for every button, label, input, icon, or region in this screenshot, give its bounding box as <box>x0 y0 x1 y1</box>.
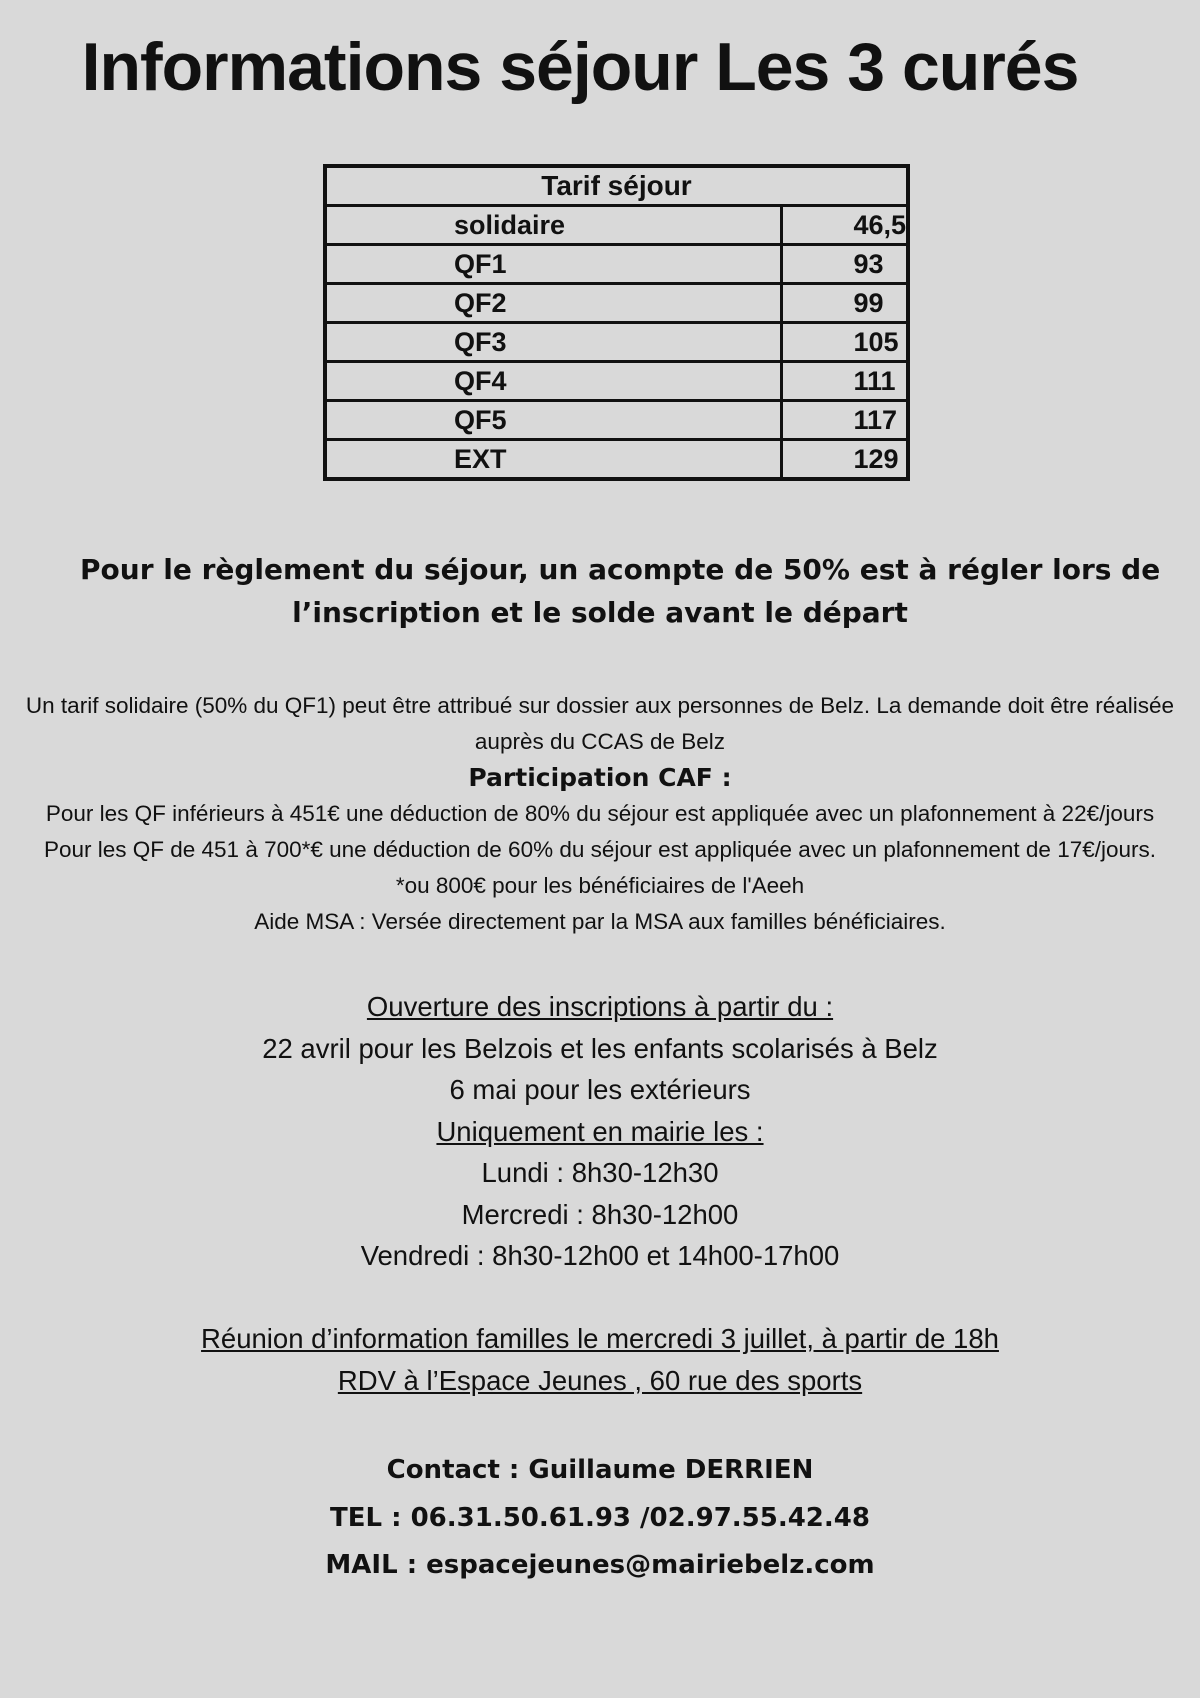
inscriptions-date: 22 avril pour les Belzois et les enfants scolarisés à Belz <box>262 1032 938 1064</box>
row-value: 129 <box>782 440 908 480</box>
table-header: Tarif séjour <box>325 166 908 206</box>
caf-note: *ou 800€ pour les bénéficiaires de l'Aeeh <box>395 873 805 898</box>
row-value: 111 <box>782 362 908 401</box>
contact-section <box>0 1447 1200 1590</box>
row-label: EXT <box>325 440 782 480</box>
table-row <box>325 440 908 480</box>
row-value: 99 <box>782 284 908 323</box>
meeting-line: Réunion d’information familles le mercredi 3 juillet, à partir de 18h <box>201 1323 999 1354</box>
table-row <box>325 245 908 284</box>
caf-text: Pour les QF de 451 à 700*€ une déduction de 60% du séjour est appliquée avec un plafonnement de 17€/jours. <box>43 837 1157 862</box>
opening-hours: Lundi : 8h30-12h30 <box>481 1157 719 1188</box>
table-header-row <box>325 166 908 206</box>
inscriptions-where: Uniquement en mairie les : <box>436 1115 764 1147</box>
tarif-table <box>323 164 910 481</box>
row-value: 46,5 <box>782 206 908 245</box>
caf-heading: Participation CAF : <box>468 763 732 792</box>
opening-hours: Mercredi : 8h30-12h00 <box>461 1198 739 1230</box>
contact-phone: TEL : 06.31.50.61.93 /02.97.55.42.48 <box>330 1502 870 1533</box>
payment-line: Pour le règlement du séjour, un acompte de 50% est à régler lors de <box>80 553 1161 586</box>
table-row <box>325 401 908 440</box>
solidaire-text: auprès du CCAS de Belz <box>474 729 726 754</box>
table-row <box>325 323 908 362</box>
meeting-location: RDV à l’Espace Jeunes , 60 rue des sports <box>337 1365 863 1396</box>
table-row <box>325 362 908 401</box>
meeting-section <box>0 1318 1200 1402</box>
contact-name: Contact : Guillaume DERRIEN <box>386 1455 814 1485</box>
row-value: 93 <box>782 245 908 284</box>
inscriptions-section <box>0 986 1200 1277</box>
row-label: solidaire <box>325 206 782 245</box>
table-row <box>325 206 908 245</box>
payment-line: l’inscription et le solde avant le départ <box>292 596 908 629</box>
caf-text: Pour les QF inférieurs à 451€ une déduction de 80% du séjour est appliquée avec un plafonnement à 22€/jours <box>45 801 1155 826</box>
row-label: QF4 <box>325 362 782 401</box>
row-value: 105 <box>782 323 908 362</box>
row-label: QF5 <box>325 401 782 440</box>
opening-hours: Vendredi : 8h30-12h00 et 14h00-17h00 <box>360 1240 840 1271</box>
msa-text: Aide MSA : Versée directement par la MSA aux familles bénéficiaires. <box>254 909 946 934</box>
row-label: QF2 <box>325 284 782 323</box>
contact-email: MAIL : espacejeunes@mairiebelz.com <box>325 1550 875 1580</box>
row-label: QF3 <box>325 323 782 362</box>
row-label: QF1 <box>325 245 782 284</box>
solidaire-text: Un tarif solidaire (50% du QF1) peut être attribué sur dossier aux personnes de Belz. La demande doit être réalisée <box>25 693 1175 718</box>
page-title: Informations séjour Les 3 curés <box>81 29 1079 105</box>
table-row <box>325 284 908 323</box>
info-section <box>0 688 1200 940</box>
payment-notice <box>80 548 1161 634</box>
row-value: 117 <box>782 401 908 440</box>
inscriptions-date: 6 mai pour les extérieurs <box>449 1074 751 1105</box>
inscriptions-heading: Ouverture des inscriptions à partir du : <box>366 991 834 1022</box>
